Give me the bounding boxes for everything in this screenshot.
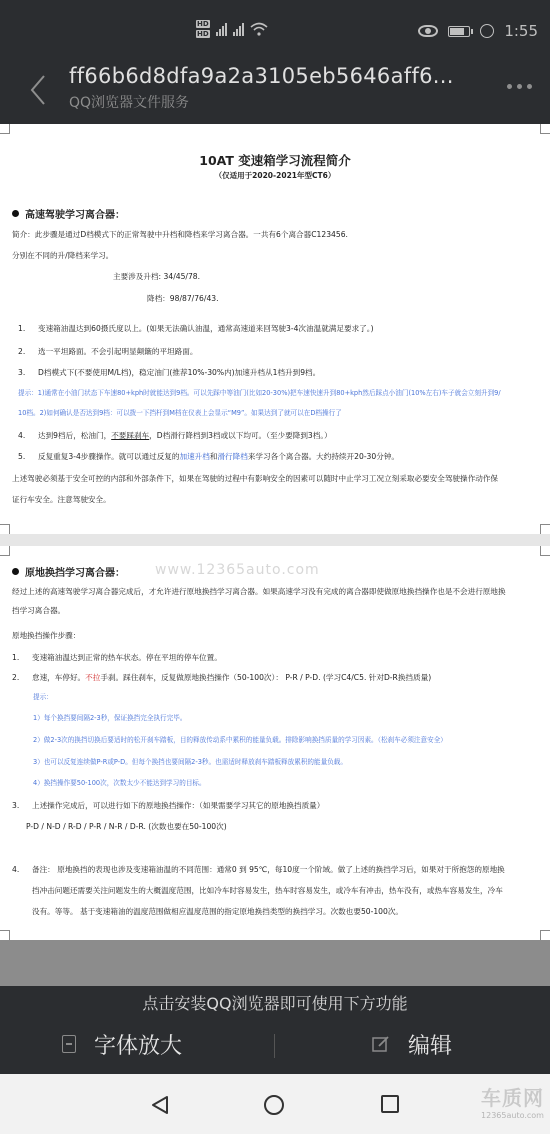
step-3: 3. 上述操作完成后，可以进行如下的原地换挡操作：（如果需要学习其它的原地换挡质量） (12, 801, 325, 810)
step-4: 4. 备注： 原地换挡的表现也涉及变速箱油温的不同范围：通常0 到 95℃，每10度一个阶域。做了上述的换挡学习后，如果对于所抱怨的原地换 (12, 865, 505, 874)
intro-line: 分别在不同的升/降档来学习。 (12, 251, 114, 260)
eye-icon (418, 25, 438, 37)
signal-indicators (196, 20, 268, 38)
intro-line: 挡学习离合器。 (12, 606, 66, 615)
edit-icon (372, 1035, 390, 1053)
document-page-2 (0, 546, 550, 940)
status-right (418, 22, 538, 40)
intro-line: 经过上述的高速驾驶学习离合器完成后，才允许进行原地换挡学习离合器。如果高速学习没有完成的离合器即使做原地换挡操作也是不会进行原地换 (12, 587, 506, 596)
tip-line: 4）换挡操作要50-100次，次数太少不能达到学习的目标。 (33, 779, 206, 787)
more-dots-icon[interactable] (507, 84, 532, 89)
install-hint[interactable]: 点击安装QQ浏览器即可使用下方功能 (142, 994, 408, 1013)
crop-mark (0, 124, 10, 134)
font-enlarge-button[interactable]: 字体放大 (62, 1022, 182, 1066)
crop-mark (540, 546, 550, 556)
divider (274, 1034, 275, 1058)
tip-line: 3）也可以反复连续做P-R或P-D。但每个换挡也要间隔2-3秒。也需适时释放刹车踏板释放累积的能量负载。 (33, 758, 347, 766)
battery-icon (448, 26, 470, 37)
watermark: www.12365auto.com (155, 562, 320, 578)
status-bar (0, 0, 550, 60)
alarm-icon (480, 24, 494, 38)
remark-line: 没有。等等。 基于变速箱油的温度范围做相应温度范围的指定原地换挡类型的换挡学习。次数也要50-100次。 (32, 907, 404, 916)
crop-mark (540, 124, 550, 134)
tip-line: 2）做2-3次的换挡切换后要适时的松开刹车踏板，目的释放传动系中累积的能量负载。排除影响换挡质量的学习因素。（松刹车必须注意安全） (33, 736, 447, 744)
file-service-label: QQ浏览器文件服务 (69, 95, 190, 111)
step-2: 2. 选一平坦路面。不会引起明显颠簸的平坦路面。 (18, 347, 198, 356)
title-bar (0, 60, 550, 124)
step-4: 4. 达到9档后，松油门，不要踩刹车，D档滑行降档到3档或以下均可。（至少要降到3档。） (18, 431, 332, 440)
tip-line: 1）每个换挡要间隔2-3秒，保证换挡完全执行完毕。 (33, 714, 187, 722)
gear-up-line: 主要涉及升档: 34/45/78. (113, 272, 201, 281)
signal-icon-2 (233, 22, 244, 36)
chevron-left-icon[interactable] (24, 72, 54, 108)
sim-badges (196, 20, 210, 38)
crop-mark (0, 930, 10, 940)
document-subtitle: （仅适用于2020-2021年型CT6） (214, 171, 336, 180)
bottom-action-bar (0, 986, 550, 1074)
nav-recent-icon[interactable] (381, 1095, 399, 1113)
document-icon (62, 1035, 76, 1053)
step-1: 1. 变速箱油温达到正常的热车状态。停在平坦的停车位置。 (12, 653, 222, 662)
tip-heading: 提示： (33, 693, 53, 701)
clock: 1:55 (504, 22, 538, 40)
bullet-icon (12, 568, 19, 575)
step-3: 3. D档模式下(不要使用M/L档)，稳定油门(推荐10%-30%内)加速升档从1档升到9档。 (18, 368, 321, 377)
section-heading-stationary: 原地换挡学习离合器： (12, 564, 125, 579)
crop-mark (540, 524, 550, 534)
tip-line: 10档。2)如何确认是否达到9档：可以拨一下挡杆到M档在仪表上会显示“M9”。如果达到了就可以在D档操行了 (18, 409, 342, 417)
document-title: 10AT 变速箱学习流程简介 (199, 153, 351, 168)
nav-home-icon[interactable] (264, 1095, 284, 1115)
crop-mark (0, 524, 10, 534)
gear-down-line: 降档：98/87/76/43. (147, 294, 219, 303)
signal-icon (216, 22, 227, 36)
document-page-1 (0, 124, 550, 534)
steps-title: 原地换挡操作步骤： (12, 631, 81, 640)
system-nav-bar (0, 1074, 550, 1134)
bullet-icon (12, 210, 19, 217)
nav-back-icon[interactable] (150, 1095, 170, 1115)
safety-note: 证行车安全。注意驾驶安全。 (12, 495, 111, 504)
step-1: 1. 变速箱油温达到60摄氏度以上。(如果无法确认油温，通常高速道来回驾驶3-4次油温就满足要求了。) (18, 324, 374, 333)
sim-hd-badge: HD (197, 20, 209, 28)
section-heading-highway: 高速驾驶学习离合器： (12, 206, 125, 221)
wifi-icon (250, 22, 268, 36)
gear-sequence: P-D / N-D / R-D / P-R / N-R / D-R. (次数也要在50-100次) (26, 822, 227, 831)
crop-mark (540, 930, 550, 940)
sim-hd-badge-2: HD (197, 30, 209, 38)
site-logo: 车质网 12365auto.com (481, 1086, 544, 1120)
crop-mark (0, 546, 10, 556)
tip-line: 提示：1)通常在小油门状态下车速80+kph时就能达到9档。可以先踩中等油门(比如20-30%)把车速快速升到80+kph然后踩点小油门(10%左右)车子就会立刻升到9/ (18, 389, 501, 397)
intro-line: 简介：此步骤是通过D档模式下的正常驾驶中升档和降档来学习离合器。一共有6个离合器C123456. (12, 230, 348, 239)
step-5: 5. 反复重复3-4步骤操作。就可以通过反复的加速升档和滑行降档来学习各个离合器。大约持续开20-30分钟。 (18, 452, 400, 461)
edit-button[interactable]: 编辑 (372, 1022, 452, 1066)
step-2: 2. 怠速，车停好。不拉手刹。踩住刹车，反复做原地换挡操作（50-100次）： P-R / P-D. (学习C4/C5. 针对D-R换挡质量) (12, 673, 432, 682)
safety-note: 上述驾驶必须基于安全可控的内部和外部条件下，如果在驾驶的过程中有影响安全的因素可以随时中止学习工况立刻采取必要安全驾驶操作动作保 (12, 474, 498, 483)
page-gap (0, 940, 550, 986)
file-title: ff66b6d8dfa9a2a3105eb5646aff6... (69, 64, 454, 88)
remark-line: 挡冲击问题还需要关注问题发生的大概温度范围，比如冷车时容易发生，热车时容易发生，或冷车有冲击，热车没有，或热车容易发生，冷车 (32, 886, 503, 895)
